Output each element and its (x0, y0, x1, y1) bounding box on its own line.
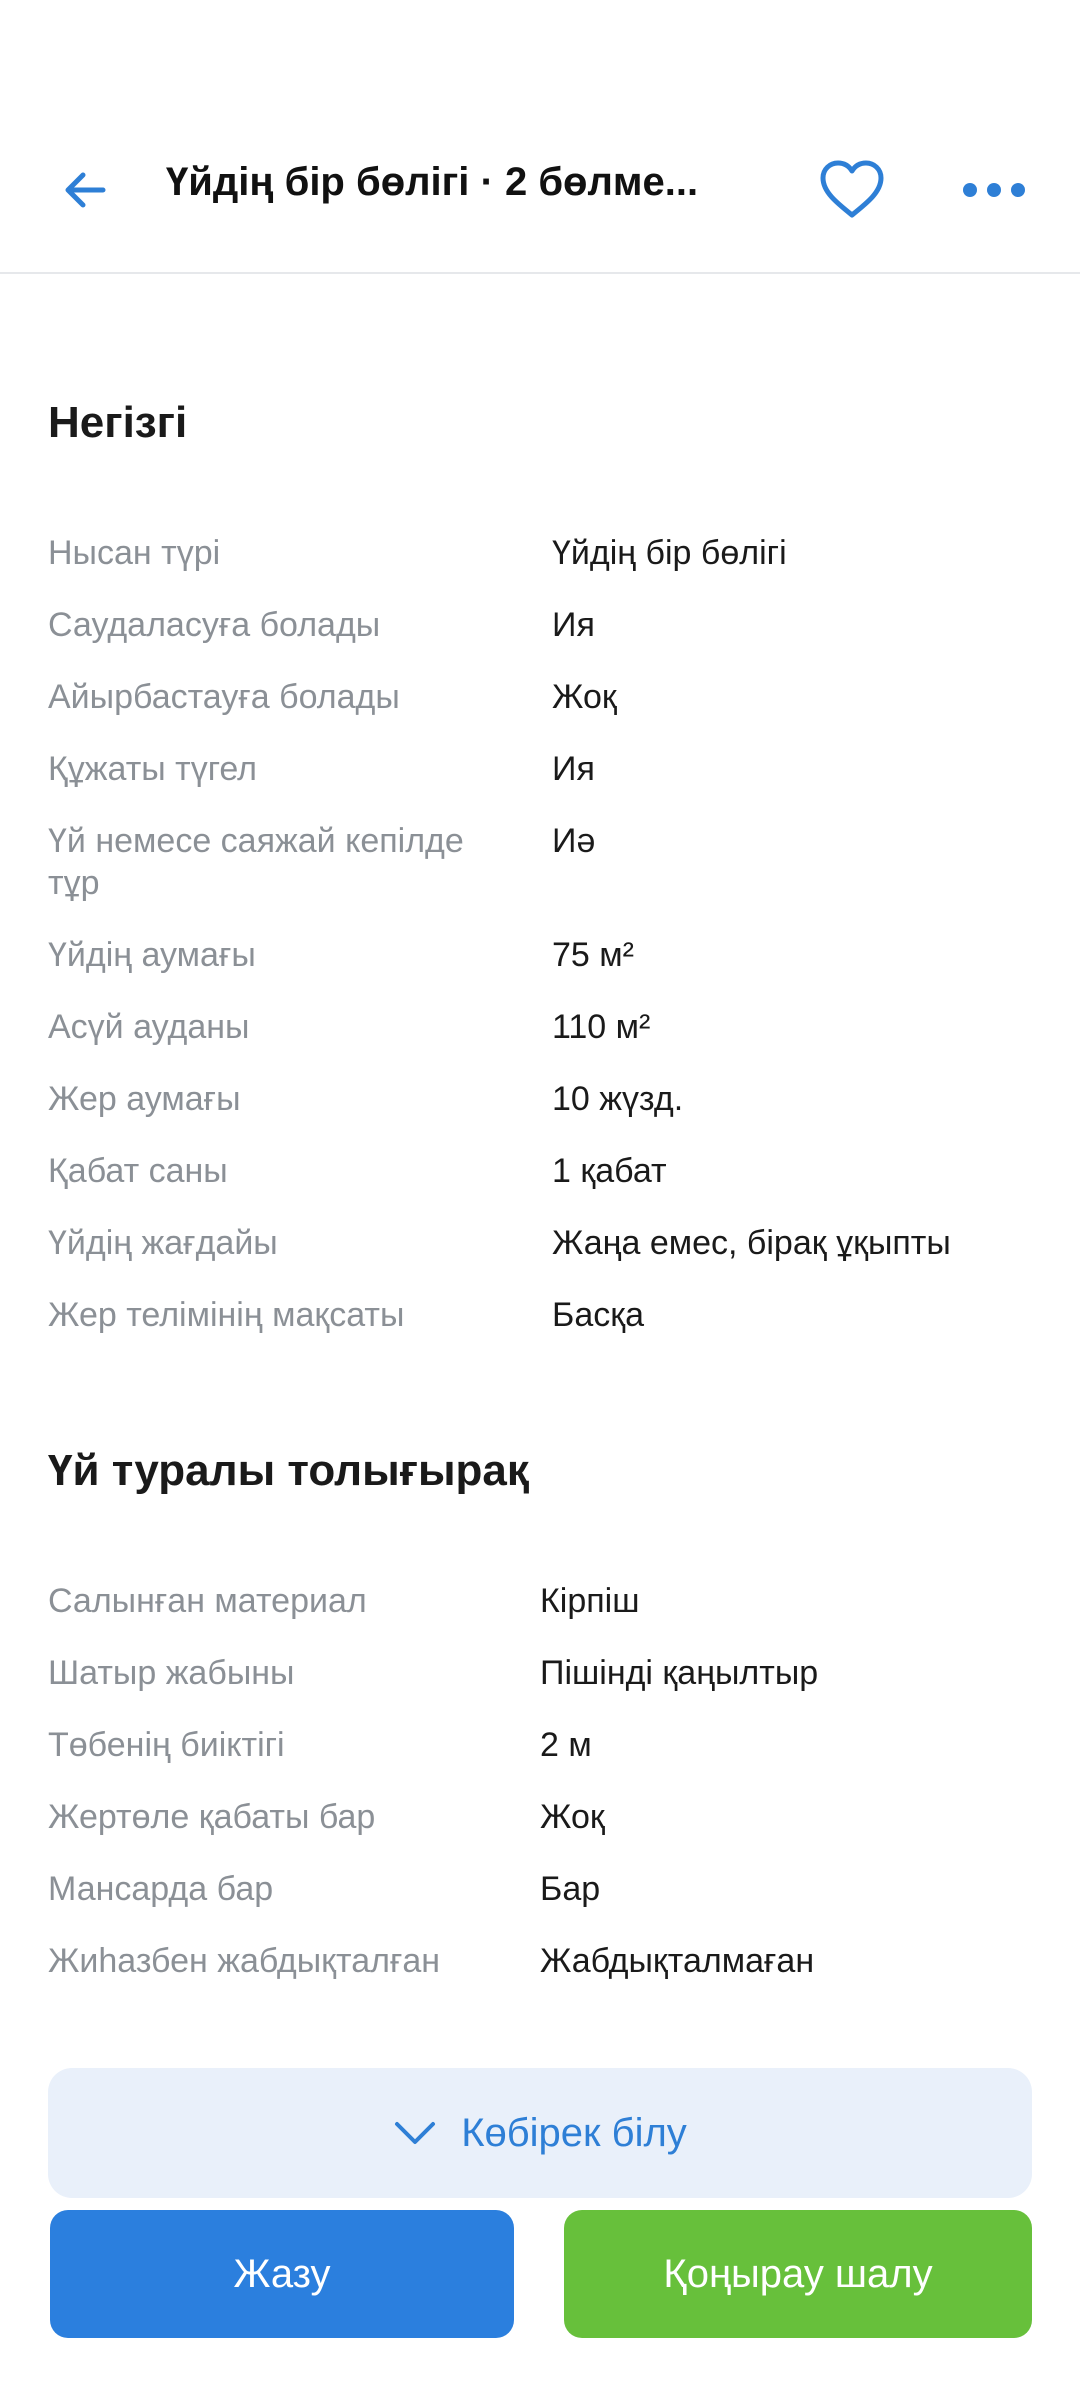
detail-label: Мансарда бар (48, 1870, 274, 1908)
learn-more-label: Көбірек білу (461, 2110, 687, 2155)
detail-label: Жиһазбен жабдықталған (48, 1942, 441, 1980)
detail-label: Үй немесе саяжай кепілде тұр (48, 822, 464, 902)
detail-value: Басқа (552, 1296, 645, 1334)
detail-value: Ия (552, 750, 595, 788)
detail-value: Кірпіш (540, 1582, 640, 1620)
detail-label: Үйдің жағдайы (48, 1224, 278, 1262)
detail-value: Бар (540, 1870, 601, 1908)
detail-value: Жаңа емес, бірақ ұқыпты (552, 1224, 951, 1262)
detail-value: Ия (552, 606, 595, 644)
detail-value: 10 жүзд. (552, 1080, 684, 1118)
detail-label: Құжаты түгел (48, 750, 258, 788)
detail-label: Қабат саны (48, 1152, 228, 1190)
detail-value: Иә (552, 822, 596, 860)
favorite-button[interactable] (812, 150, 892, 230)
chevron-down-icon (393, 2120, 437, 2146)
detail-label: Шатыр жабыны (48, 1654, 295, 1692)
detail-value: Жоқ (552, 678, 617, 716)
detail-label: Салынған материал (48, 1582, 367, 1620)
detail-value: Жабдықталмаған (540, 1942, 815, 1980)
detail-label: Саудаласуға болады (48, 606, 381, 644)
detail-value: Жоқ (540, 1798, 605, 1836)
arrow-left-icon (63, 170, 107, 210)
detail-label: Жертөле қабаты бар (48, 1798, 376, 1836)
detail-label: Үйдің аумағы (48, 936, 256, 974)
detail-value: 1 қабат (552, 1152, 667, 1190)
page-title: Үйдің бір бөлігі · 2 бөлме... (166, 160, 699, 204)
detail-value: 110 м² (552, 1008, 651, 1046)
detail-label: Төбенің биіктігі (48, 1726, 285, 1764)
detail-label: Айырбастауға болады (48, 678, 400, 716)
back-button[interactable] (50, 155, 120, 225)
detail-label: Жер аумағы (48, 1080, 241, 1118)
detail-value: 75 м² (552, 936, 634, 974)
more-options-button[interactable] (958, 160, 1030, 220)
detail-label: Жер телімінің мақсаты (48, 1296, 405, 1334)
top-app-bar (0, 0, 1080, 274)
call-button[interactable]: Қоңырау шалу (564, 2210, 1032, 2338)
detail-label: Нысан түрі (48, 534, 221, 572)
detail-value: 2 м (540, 1726, 592, 1764)
heart-icon (819, 160, 885, 220)
section-title-main: Негізгі (48, 398, 188, 447)
more-dots-icon (962, 182, 1026, 198)
detail-label: Асүй ауданы (48, 1008, 250, 1046)
write-message-button[interactable]: Жазу (50, 2210, 514, 2338)
detail-value: Пішінді қаңылтыр (540, 1654, 819, 1692)
section-title-house-details: Үй туралы толығырақ (48, 1446, 529, 1495)
detail-value: Үйдің бір бөлігі (552, 534, 787, 572)
learn-more-button[interactable] (48, 2068, 1032, 2198)
